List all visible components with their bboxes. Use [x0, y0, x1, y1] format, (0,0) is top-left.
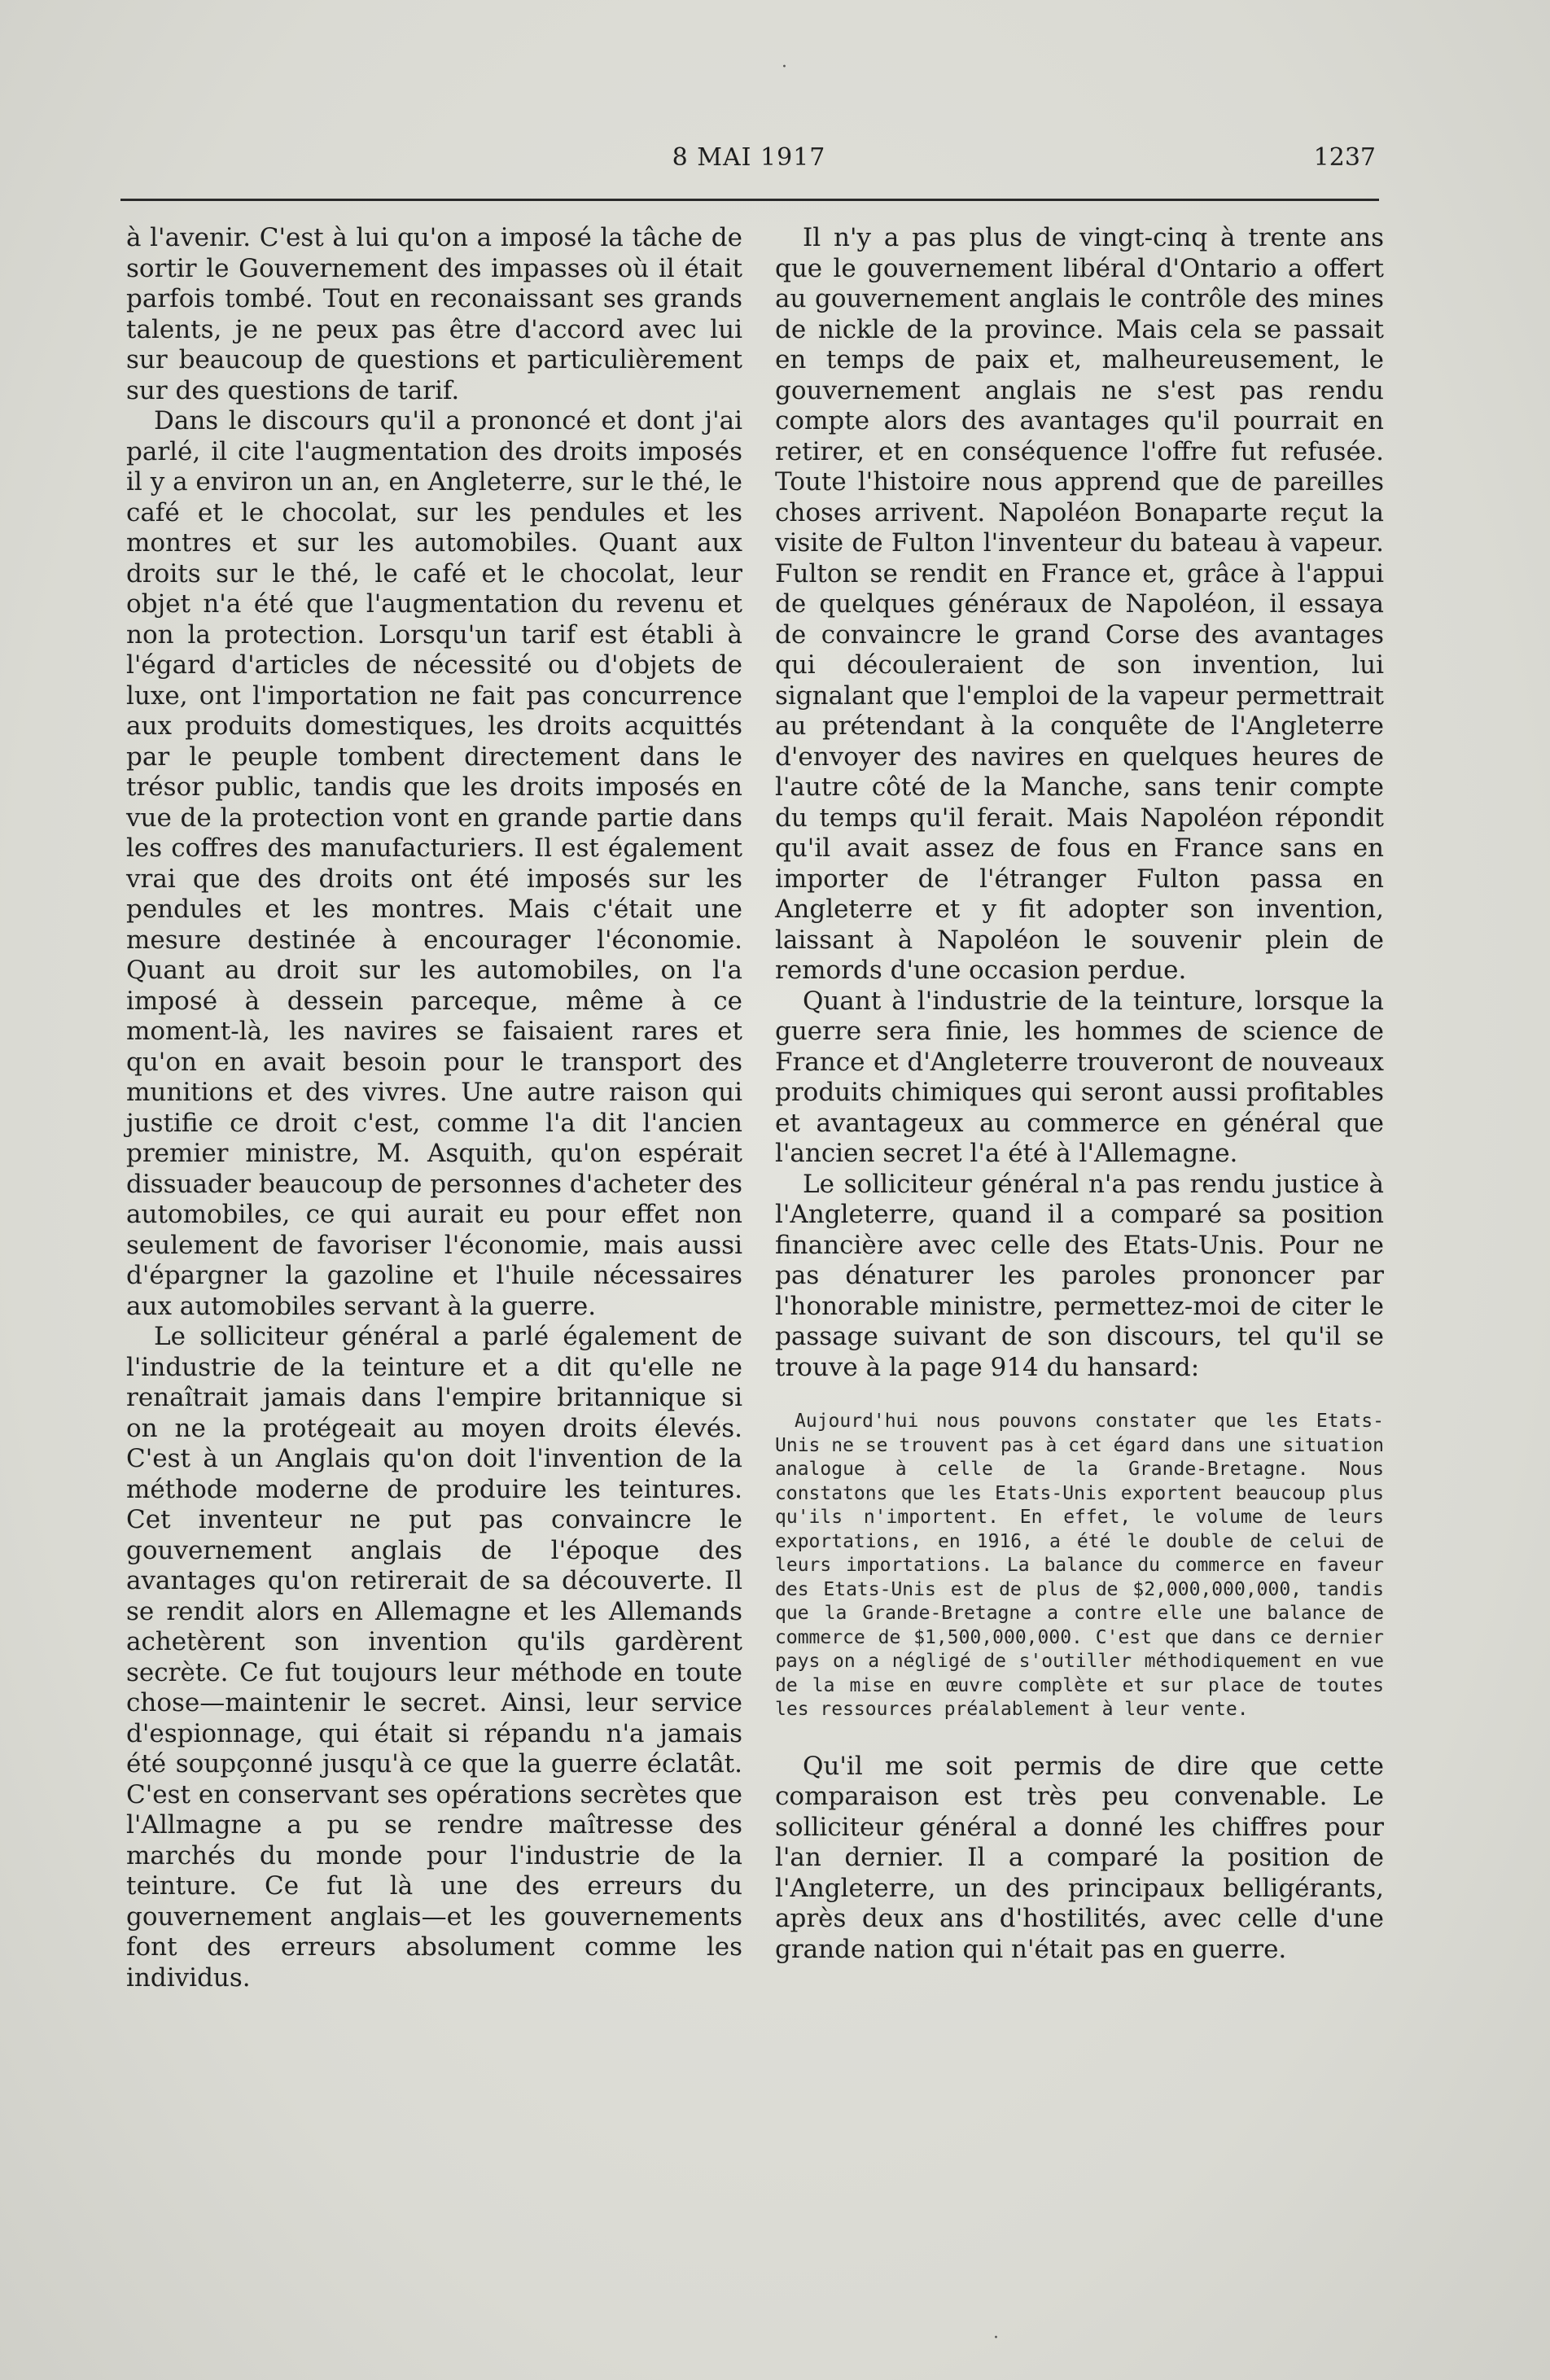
page-number: 1237 — [1313, 143, 1376, 172]
hansard-quotation: Aujourd'hui nous pouvons constater que les Etats-Unis ne se trouvent pas à cet égard dans une situation analogue à celle de la Grande-Bretagne. Nous constatons que les Etats-Unis exportent beaucoup plus qu'ils n'importent. En effet, le volume de leurs exportations, en 1916, a été le double de celui de leurs importations. La balance du commerce en faveur des Etats-Unis est de plus de $2,000,000,000, tandis que la Grande-Bretagne a contre elle une balance de commerce de $1,500,000,000. C'est que dans ce dernier pays on a négligé de s'outiller méthodiquement en vue de la mise en œuvre complète et sur place de toutes les ressources préalablement à leur vente. — [775, 1411, 1384, 1720]
left-paragraph-3: Le solliciteur général a parlé également de l'industrie de la teinture et a dit qu'elle ne renaîtrait jamais dans l'empire britannique si on ne la protégeait au moyen droits élevés. C'est à un Anglais qu'on doit l'invention de la méthode moderne de produire les teintures. Cet inventeur ne put pas convaincre le gouvernement anglais de l'époque des avantages qu'on retirerait de sa découverte. Il se rendit alors en Allemagne et les Allemands achetèrent son invention qu'ils gardèrent secrète. Ce fut toujours leur méthode en toute chose—maintenir le secret. Ainsi, leur service d'espionnage, qui était si répandu n'a jamais été soupçonné jusqu'à ce que la guerre éclatât. C'est en conservant ses opérations secrètes que l'Allmagne a pu se rendre maîtresse des marchés du monde pour l'industrie de la teinture. Ce fut là une des erreurs du gouvernement anglais—et les gouvernements font des erreurs absolument comme les individus. — [126, 1322, 742, 1993]
right-column — [775, 223, 1384, 1965]
left-column — [126, 223, 742, 1993]
header-rule — [120, 199, 1379, 201]
right-paragraph-4: Qu'il me soit permis de dire que cette comparaison est très peu convenable. Le solliciteur général a donné les chiffres pour l'an dernier. Il a comparé la position de l'Angleterre, un des principaux belligérants, après deux ans d'hostilités, avec celle d'une grande nation qui n'était pas en guerre. — [775, 1751, 1384, 1964]
right-paragraph-3: Le solliciteur général n'a pas rendu justice à l'Angleterre, quand il a comparé sa position financière avec celle des Etats-Unis. Pour ne pas dénaturer les paroles prononcer par l'honorable ministre, permettez-moi de citer le passage suivant de son discours, tel qu'il se trouve à la page 914 du hansard: — [775, 1169, 1384, 1382]
scan-speck-icon: · — [993, 2328, 999, 2348]
header-date: 8 MAI 1917 — [672, 143, 826, 172]
left-paragraph-1: à l'avenir. C'est à lui qu'on a imposé la tâche de sortir le Gouvernement des impasses où il était parfois tombé. Tout en reconaissant ses grands talents, je ne peux pas être d'accord avec lui sur beaucoup de questions et particulièrement sur des questions de tarif. — [126, 223, 742, 405]
left-paragraph-2: Dans le discours qu'il a prononcé et dont j'ai parlé, il cite l'augmentation des droits imposés il y a environ un an, en Angleterre, sur le thé, le café et le chocolat, sur les pendules et les montres et sur les automobiles. Quant aux droits sur le thé, le café et le chocolat, leur objet n'a été que l'augmentation du revenu et non la protection. Lorsqu'un tarif est établi à l'égard d'articles de nécessité ou d'objets de luxe, ont l'importation ne fait pas concurrence aux produits domestiques, les droits acquittés par le peuple tombent directement dans le trésor public, tandis que les droits imposés en vue de la protection vont en grande partie dans les coffres des manufacturiers. Il est également vrai que des droits ont été imposés sur les pendules et les montres. Mais c'était une mesure destinée à encourager l'économie. Quant au droit sur les automobiles, on l'a imposé à dessein parceque, même à ce moment-là, les navires se faisaient rares et qu'on en avait besoin pour le transport des munitions et des vivres. Une autre raison qui justifie ce droit c'est, comme l'a dit l'ancien premier ministre, M. Asquith, qu'on espérait dissuader beaucoup de personnes d'acheter des automobiles, ce qui aurait eu pour effet non seulement de favoriser l'économie, mais aussi d'épargner la gazoline et l'huile nécessaires aux automobiles servant à la guerre. — [126, 406, 742, 1321]
right-paragraph-2: Quant à l'industrie de la teinture, lorsque la guerre sera finie, les hommes de science de France et d'Angleterre trouveront de nouveaux produits chimiques qui seront aussi profitables et avantageux au commerce en général que l'ancien secret l'a été à l'Allemagne. — [775, 986, 1384, 1168]
page-header — [122, 143, 1376, 184]
right-paragraph-1: Il n'y a pas plus de vingt-cinq à trente ans que le gouvernement libéral d'Ontario a offert au gouvernement anglais le contrôle des mines de nickle de la province. Mais cela se passait en temps de paix et, malheureusement, le gouvernement anglais ne s'est pas rendu compte alors des avantages qu'il pourrait en retirer, et en conséquence l'offre fut refusée. Toute l'histoire nous apprend que de pareilles choses arrivent. Napoléon Bonaparte reçut la visite de Fulton l'inventeur du bateau à vapeur. Fulton se rendit en France et, grâce à l'appui de quelques généraux de Napoléon, il essaya de convaincre le grand Corse des avantages qui découleraient de son invention, lui signalant que l'emploi de la vapeur permettrait au prétendant à la conquête de l'Angleterre d'envoyer des navires en quelques heures de l'autre côté de la Manche, sans tenir compte du temps qu'il ferait. Mais Napoléon répondit qu'il avait assez de fous en France sans en importer de l'étranger Fulton passa en Angleterre et y fit adopter son invention, laissant à Napoléon le souvenir plein de remords d'une occasion perdue. — [775, 223, 1384, 985]
scan-speck-icon: · — [782, 57, 787, 77]
